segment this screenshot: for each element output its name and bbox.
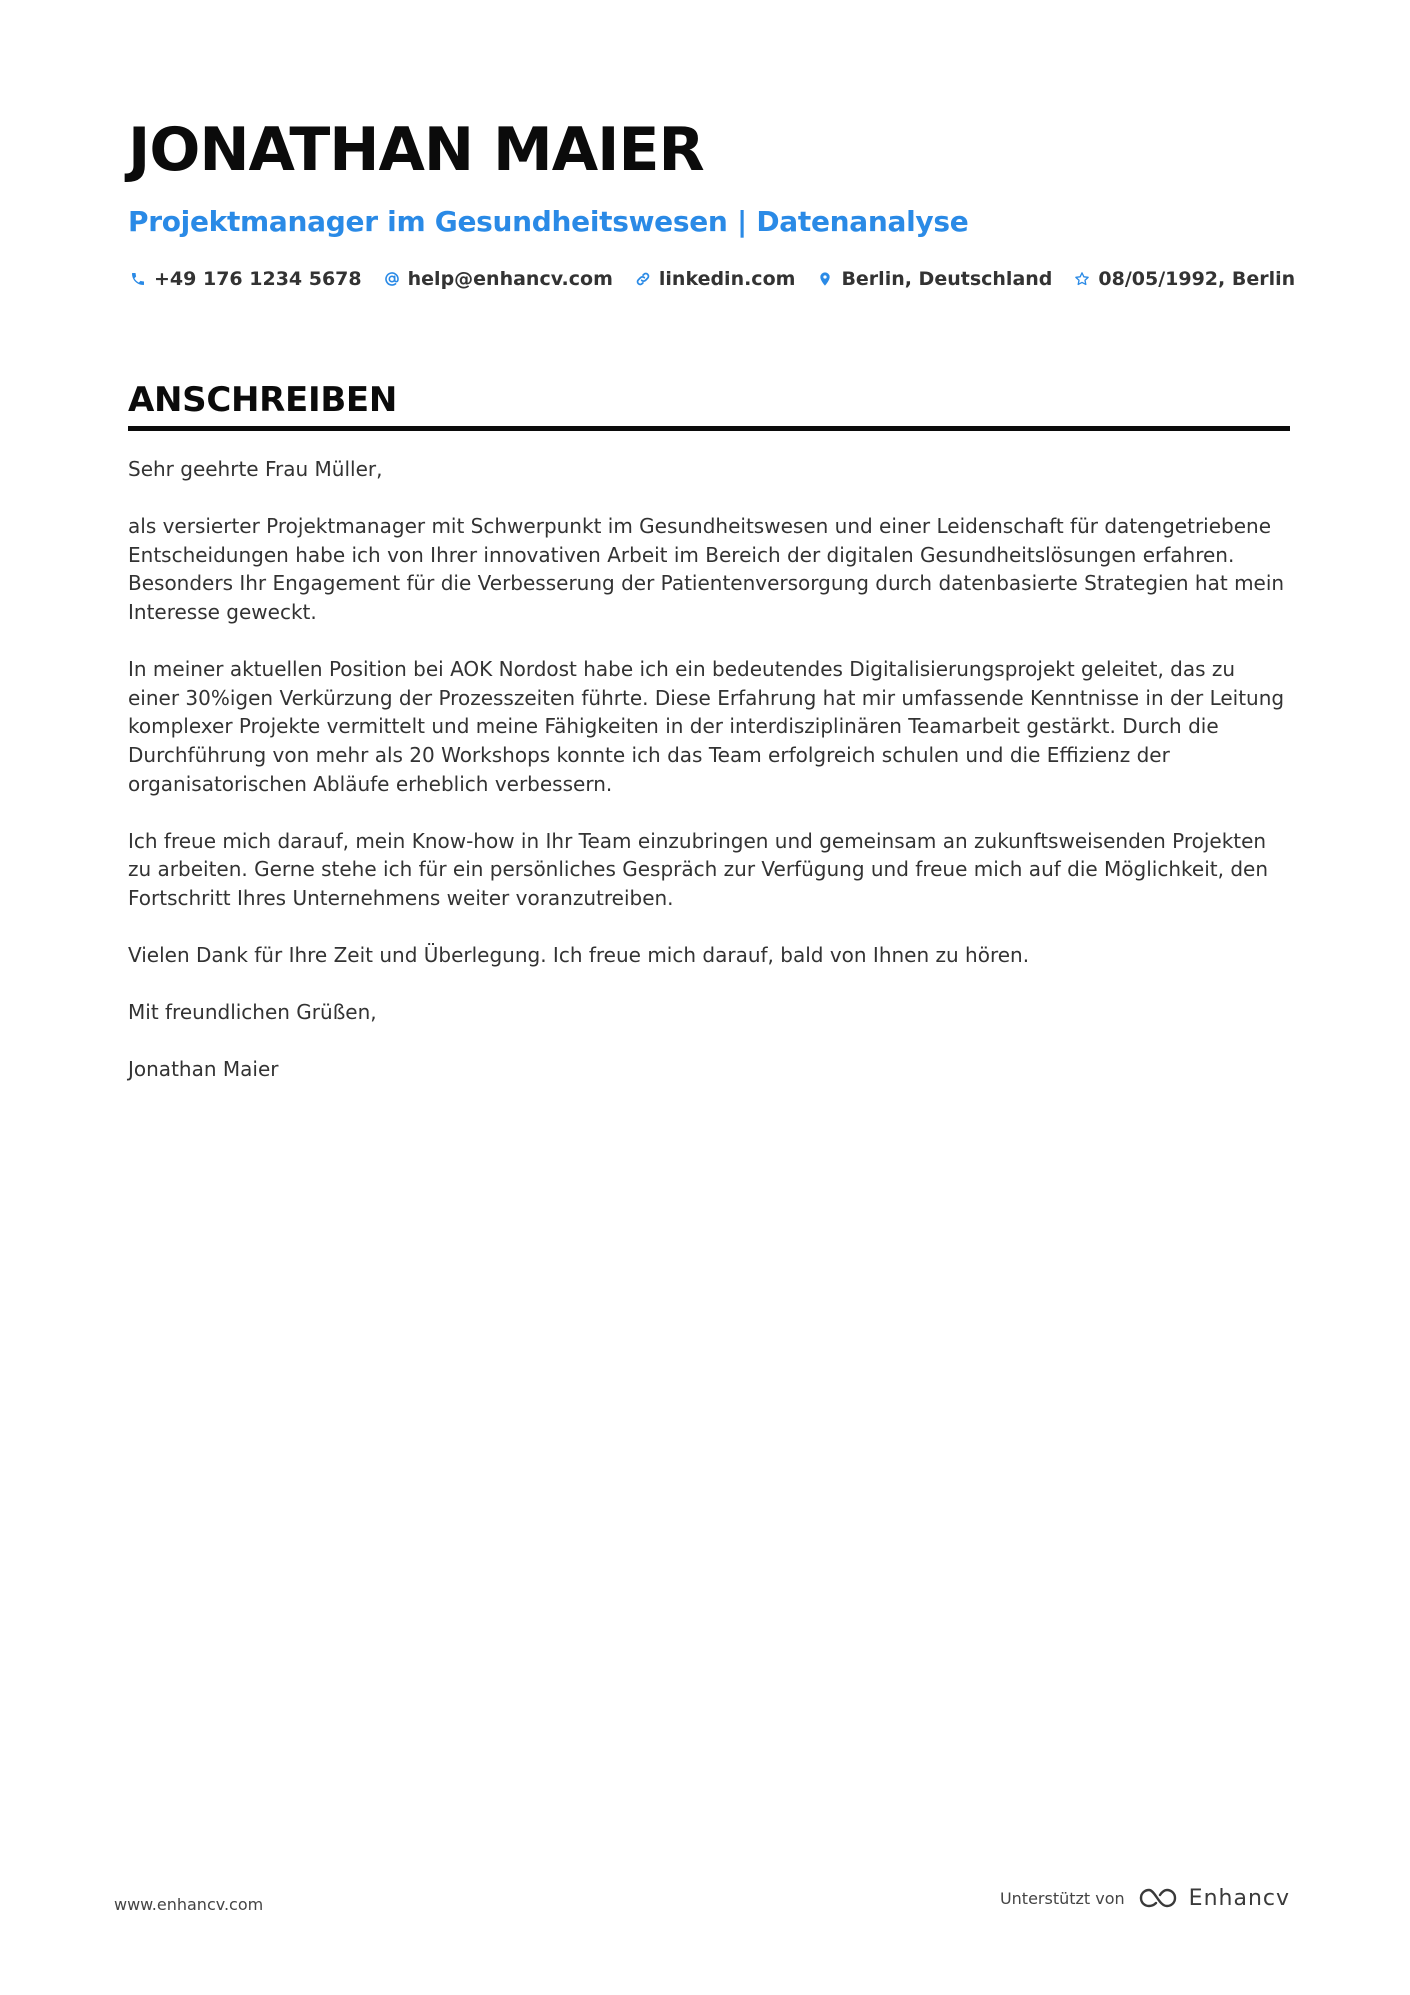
phone-icon — [128, 269, 148, 289]
letter-body — [128, 455, 1290, 1084]
powered-by-label: Unterstützt von — [999, 1888, 1125, 1908]
contact-phone-text: +49 176 1234 5678 — [154, 268, 362, 290]
salutation: Sehr geehrte Frau Müller, — [128, 457, 383, 481]
enhancv-logo-icon — [1137, 1884, 1181, 1912]
signature: Jonathan Maier — [128, 1057, 279, 1082]
letter-paragraph: Vielen Dank für Ihre Zeit und Überlegung. Ich freue mich darauf, bald von Ihnen zu hören. — [128, 943, 1030, 968]
contact-location-text: Berlin, Deutschland — [841, 268, 1053, 290]
cover-letter — [128, 108, 1296, 1113]
contact-linkedin-text: linkedin.com — [658, 268, 796, 290]
footer-website[interactable]: www.enhancv.com — [114, 1895, 264, 1914]
job-title: Projektmanager im Gesundheitswesen | Datenanalyse — [128, 205, 969, 238]
at-icon — [382, 269, 402, 289]
contact-phone — [128, 268, 362, 290]
section-divider — [128, 426, 1290, 431]
letter-paragraph: als versierter Projektmanager mit Schwerpunkt im Gesundheitswesen und einer Leidenschaft für datengetriebene Entscheidungen habe ich von Ihrer innovativen Arbeit im Bereich der digitalen Gesundheitslösungen erfahren. Besonders Ihr Engagement für die Verbesserung der Patientenversorgung durch datenbasierte Strategien hat mein Interesse geweckt. — [128, 514, 1285, 624]
link-icon — [633, 269, 653, 289]
contact-location — [815, 268, 1052, 290]
letter-paragraph: In meiner aktuellen Position bei AOK Nordost habe ich ein bedeutendes Digitalisierungsprojekt geleitet, das zu einer 30%igen Verkürzung der Prozesszeiten führte. Diese Erfahrung hat mir umfassende Kenntnisse in der Leitung komplexer Projekte vermittelt und meine Fähigkeiten in der interdisziplinären Teamarbeit gestärkt. Durch die Durchführung von mehr als 20 Workshops konnte ich das Team erfolgreich schulen und die Effizienz der organisatorischen Abläufe erheblich verbessern. — [128, 657, 1285, 796]
contact-birth-text: 08/05/1992, Berlin — [1098, 268, 1296, 290]
contact-email — [382, 268, 613, 290]
enhancv-logo-text: Enhancv — [1188, 1885, 1290, 1911]
applicant-name: JONATHAN MAIER — [128, 115, 704, 185]
closing: Mit freundlichen Grüßen, — [128, 1000, 377, 1025]
location-pin-icon — [815, 269, 835, 289]
contact-email-text: help@enhancv.com — [407, 268, 613, 290]
section-title: ANSCHREIBEN — [128, 380, 398, 420]
letter-paragraph: Ich freue mich darauf, mein Know-how in Ihr Team einzubringen und gemeinsam an zukunftsweisenden Projekten zu arbeiten. Gerne stehe ich für ein persönliches Gespräch zur Verfügung und freue mich auf die Möglichkeit, den Fortschritt Ihres Unternehmens weiter voranzutreiben. — [128, 828, 1268, 910]
contact-linkedin — [633, 268, 796, 290]
contact-birth — [1072, 268, 1295, 290]
contact-bar — [128, 268, 1296, 290]
star-icon — [1072, 269, 1092, 289]
footer-branding — [1000, 1884, 1290, 1912]
